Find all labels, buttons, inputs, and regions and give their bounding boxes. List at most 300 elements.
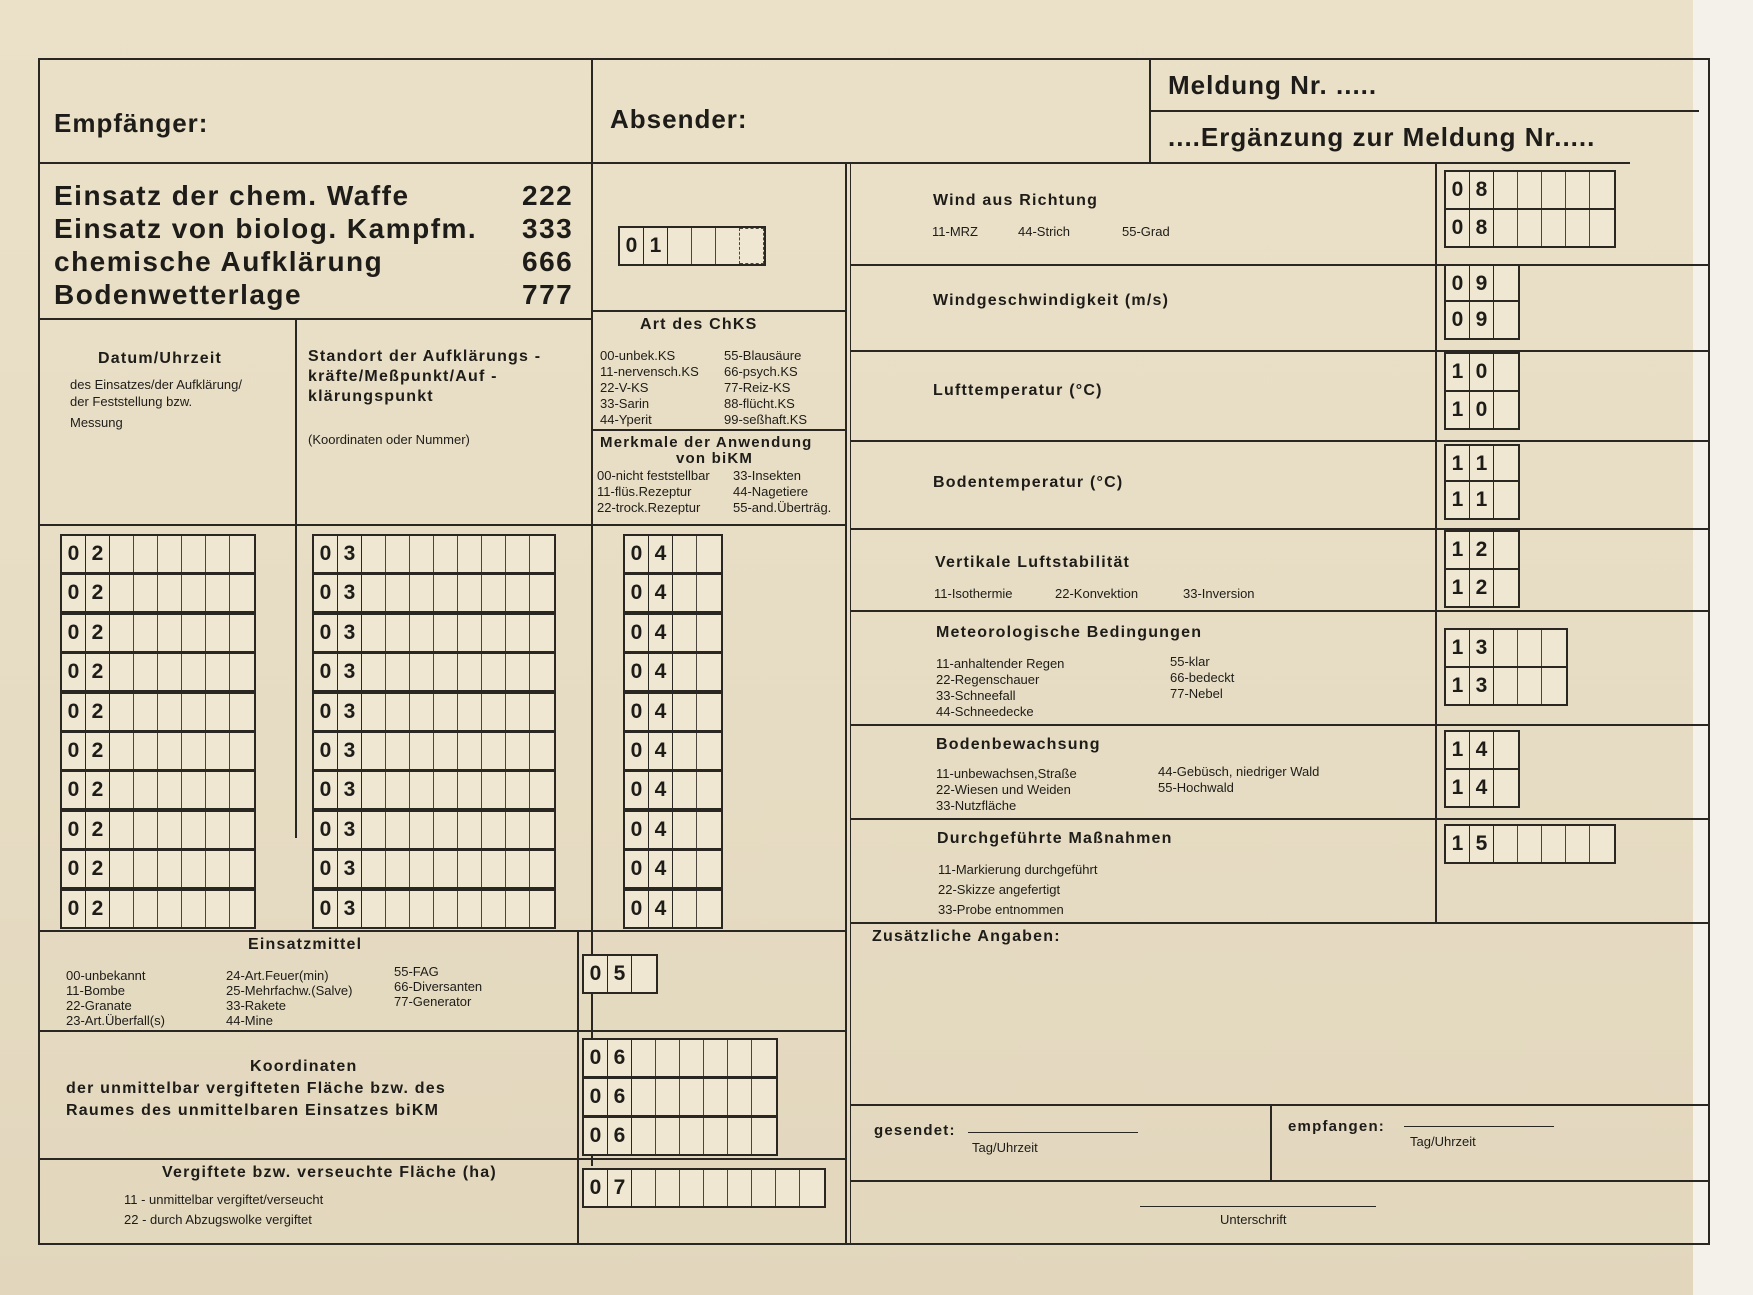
prefix-digit: 2 (86, 536, 110, 572)
input-cell[interactable] (506, 615, 530, 651)
input-cell[interactable] (1494, 354, 1518, 390)
input-cell[interactable] (158, 575, 182, 611)
input-cell[interactable] (182, 851, 206, 887)
input-cell[interactable] (434, 812, 458, 848)
standort-row[interactable] (312, 770, 556, 810)
input-cell[interactable] (362, 536, 386, 572)
input-cell[interactable] (530, 654, 554, 690)
input-cell[interactable] (110, 812, 134, 848)
input-cell[interactable] (673, 891, 697, 927)
input-cell[interactable] (752, 1118, 776, 1154)
input-cell[interactable] (1494, 826, 1518, 862)
input-cell[interactable] (673, 654, 697, 690)
input-cell[interactable] (386, 615, 410, 651)
bewuchs-row[interactable] (1444, 730, 1520, 770)
input-cell[interactable] (506, 851, 530, 887)
standort-row[interactable] (312, 613, 556, 653)
input-cell[interactable] (530, 772, 554, 808)
chks-opt: 11-nervensch.KS (600, 364, 699, 379)
input-cell[interactable] (410, 812, 434, 848)
input-cell[interactable] (434, 891, 458, 927)
input-cell[interactable] (206, 851, 230, 887)
input-cell[interactable] (110, 891, 134, 927)
input-cell[interactable] (158, 536, 182, 572)
input-cell[interactable] (680, 1118, 704, 1154)
prefix-digit: 2 (86, 891, 110, 927)
standort-row[interactable] (312, 534, 556, 574)
windspeed-row[interactable] (1444, 264, 1520, 304)
input-cell[interactable] (110, 575, 134, 611)
input-cell[interactable] (752, 1079, 776, 1115)
input-cell[interactable] (362, 851, 386, 887)
prefix-digit: 2 (1470, 570, 1494, 606)
input-cell[interactable] (1518, 210, 1542, 246)
input-cell[interactable] (1494, 770, 1518, 806)
datum-row[interactable] (60, 889, 256, 929)
meteo-row[interactable] (1444, 628, 1568, 668)
input-cell[interactable] (110, 772, 134, 808)
lufttemp-row[interactable] (1444, 352, 1520, 392)
input-cell[interactable] (410, 891, 434, 927)
input-cell[interactable] (458, 536, 482, 572)
input-cell[interactable] (458, 812, 482, 848)
input-cell[interactable] (230, 575, 254, 611)
input-cell[interactable] (506, 694, 530, 730)
input-cell[interactable] (656, 1118, 680, 1154)
input-cell[interactable] (704, 1170, 728, 1206)
input-cell[interactable] (158, 851, 182, 887)
input-cell[interactable] (134, 891, 158, 927)
bikm-row[interactable] (623, 573, 723, 613)
input-cell[interactable] (230, 615, 254, 651)
input-cell[interactable] (482, 654, 506, 690)
windspeed-row[interactable] (1444, 300, 1520, 340)
input-cell[interactable] (632, 1118, 656, 1154)
input-cell[interactable] (458, 615, 482, 651)
input-cell[interactable] (158, 694, 182, 730)
meteo-opt: 22-Regenschauer (936, 672, 1040, 687)
input-cell[interactable] (410, 536, 434, 572)
stabilitaet-row[interactable] (1444, 530, 1520, 570)
input-cell[interactable] (692, 228, 716, 264)
input-cell[interactable] (482, 615, 506, 651)
standort-row[interactable] (312, 889, 556, 929)
input-cell[interactable] (632, 956, 656, 992)
input-cell[interactable] (1494, 668, 1518, 704)
input-cell[interactable] (728, 1118, 752, 1154)
input-cell[interactable] (230, 536, 254, 572)
datum-row[interactable] (60, 731, 256, 771)
input-cell[interactable] (230, 654, 254, 690)
input-cell[interactable] (1518, 630, 1542, 666)
input-cell[interactable] (697, 536, 721, 572)
input-cell[interactable] (697, 694, 721, 730)
wind-row[interactable] (1444, 208, 1616, 248)
bikm-row[interactable] (623, 613, 723, 653)
input-cell[interactable] (410, 851, 434, 887)
input-cell[interactable] (482, 851, 506, 887)
input-cell[interactable] (697, 654, 721, 690)
input-cell[interactable] (1542, 172, 1566, 208)
input-cell[interactable] (458, 733, 482, 769)
input-cell[interactable] (458, 772, 482, 808)
input-cell[interactable] (632, 1170, 656, 1206)
koordinaten-row[interactable] (582, 1116, 778, 1156)
input-cell[interactable] (740, 228, 764, 264)
standort-row[interactable] (312, 692, 556, 732)
input-cell[interactable] (110, 654, 134, 690)
input-cell[interactable] (206, 891, 230, 927)
koordinaten-row[interactable] (582, 1038, 778, 1078)
input-cell[interactable] (386, 733, 410, 769)
input-cell[interactable] (680, 1170, 704, 1206)
input-cell[interactable] (386, 851, 410, 887)
input-cell[interactable] (410, 615, 434, 651)
prefix-digit: 0 (625, 654, 649, 690)
input-cell[interactable] (1542, 826, 1566, 862)
datum-row[interactable] (60, 692, 256, 732)
input-cell[interactable] (434, 694, 458, 730)
input-cell[interactable] (386, 694, 410, 730)
input-cell[interactable] (362, 575, 386, 611)
input-cell[interactable] (728, 1079, 752, 1115)
input-cell[interactable] (506, 654, 530, 690)
input-cell[interactable] (704, 1040, 728, 1076)
input-cell[interactable] (230, 733, 254, 769)
input-cell[interactable] (134, 733, 158, 769)
input-cell[interactable] (752, 1170, 776, 1206)
bikm-row[interactable] (623, 849, 723, 889)
input-cell[interactable] (230, 851, 254, 887)
koordinaten-row[interactable] (582, 1077, 778, 1117)
stabilitaet-row[interactable] (1444, 568, 1520, 608)
input-cell[interactable] (482, 891, 506, 927)
input-cell[interactable] (134, 575, 158, 611)
input-cell[interactable] (362, 812, 386, 848)
bikm-row[interactable] (623, 770, 723, 810)
input-cell[interactable] (776, 1170, 800, 1206)
input-cell[interactable] (1494, 172, 1518, 208)
input-cell[interactable] (632, 1040, 656, 1076)
field-05-boxes[interactable] (582, 954, 658, 994)
empfangen-line[interactable] (1404, 1126, 1554, 1127)
massnahmen-opt: 22-Skizze angefertigt (938, 882, 1061, 897)
input-cell[interactable] (673, 851, 697, 887)
input-cell[interactable] (1494, 392, 1518, 428)
input-cell[interactable] (182, 654, 206, 690)
bikm-row[interactable] (623, 889, 723, 929)
input-cell[interactable] (482, 733, 506, 769)
input-cell[interactable] (673, 575, 697, 611)
wind-row[interactable] (1444, 170, 1616, 210)
bikm-row[interactable] (623, 652, 723, 692)
input-cell[interactable] (673, 772, 697, 808)
input-cell[interactable] (434, 733, 458, 769)
input-cell[interactable] (206, 536, 230, 572)
input-cell[interactable] (697, 772, 721, 808)
input-cell[interactable] (206, 615, 230, 651)
input-cell[interactable] (506, 575, 530, 611)
input-cell[interactable] (434, 615, 458, 651)
input-cell[interactable] (673, 615, 697, 651)
input-cell[interactable] (410, 654, 434, 690)
input-cell[interactable] (482, 536, 506, 572)
bikm-opt: 11-flüs.Rezeptur (597, 484, 692, 499)
bodentemp-row[interactable] (1444, 480, 1520, 520)
input-cell[interactable] (206, 694, 230, 730)
input-cell[interactable] (728, 1040, 752, 1076)
input-cell[interactable] (134, 851, 158, 887)
standort-row[interactable] (312, 652, 556, 692)
input-cell[interactable] (704, 1079, 728, 1115)
input-cell[interactable] (482, 772, 506, 808)
input-cell[interactable] (680, 1040, 704, 1076)
input-cell[interactable] (230, 891, 254, 927)
standort-row[interactable] (312, 573, 556, 613)
standort-row[interactable] (312, 849, 556, 889)
input-cell[interactable] (182, 575, 206, 611)
datum-row[interactable] (60, 573, 256, 613)
input-cell[interactable] (530, 891, 554, 927)
input-cell[interactable] (362, 891, 386, 927)
input-cell[interactable] (673, 536, 697, 572)
input-cell[interactable] (1590, 826, 1614, 862)
prefix-digit: 0 (62, 575, 86, 611)
input-cell[interactable] (158, 891, 182, 927)
input-cell[interactable] (530, 694, 554, 730)
input-cell[interactable] (656, 1170, 680, 1206)
input-cell[interactable] (506, 891, 530, 927)
input-cell[interactable] (1566, 172, 1590, 208)
input-cell[interactable] (1518, 826, 1542, 862)
input-cell[interactable] (110, 536, 134, 572)
code-333: 333 (522, 213, 574, 244)
input-cell[interactable] (1542, 210, 1566, 246)
input-cell[interactable] (362, 772, 386, 808)
input-cell[interactable] (482, 575, 506, 611)
bewuchs-row[interactable] (1444, 768, 1520, 808)
input-cell[interactable] (182, 694, 206, 730)
datum-row[interactable] (60, 770, 256, 810)
input-cell[interactable] (482, 694, 506, 730)
input-cell[interactable] (697, 812, 721, 848)
input-cell[interactable] (362, 654, 386, 690)
input-cell[interactable] (458, 654, 482, 690)
input-cell[interactable] (506, 536, 530, 572)
input-cell[interactable] (1494, 446, 1518, 482)
input-cell[interactable] (158, 812, 182, 848)
input-cell[interactable] (1518, 172, 1542, 208)
input-cell[interactable] (134, 812, 158, 848)
empfangen-label: empfangen: (1288, 1118, 1386, 1135)
bikm-row[interactable] (623, 731, 723, 771)
input-cell[interactable] (362, 694, 386, 730)
input-cell[interactable] (1494, 302, 1518, 338)
input-cell[interactable] (530, 733, 554, 769)
input-cell[interactable] (1542, 630, 1566, 666)
input-cell[interactable] (230, 694, 254, 730)
input-cell[interactable] (182, 891, 206, 927)
input-cell[interactable] (673, 694, 697, 730)
input-cell[interactable] (680, 1079, 704, 1115)
input-cell[interactable] (506, 772, 530, 808)
input-cell[interactable] (158, 772, 182, 808)
prefix-digit: 9 (1470, 302, 1494, 338)
input-cell[interactable] (506, 733, 530, 769)
standort-row[interactable] (312, 731, 556, 771)
input-cell[interactable] (697, 891, 721, 927)
input-cell[interactable] (704, 1118, 728, 1154)
input-cell[interactable] (697, 733, 721, 769)
input-cell[interactable] (1494, 210, 1518, 246)
input-cell[interactable] (434, 654, 458, 690)
input-cell[interactable] (386, 536, 410, 572)
input-cell[interactable] (1494, 532, 1518, 568)
input-cell[interactable] (530, 575, 554, 611)
input-cell[interactable] (362, 615, 386, 651)
main-divider-inner (850, 162, 851, 1243)
input-cell[interactable] (434, 772, 458, 808)
input-cell[interactable] (182, 733, 206, 769)
bikm-row[interactable] (623, 692, 723, 732)
input-cell[interactable] (110, 694, 134, 730)
input-cell[interactable] (800, 1170, 824, 1206)
input-cell[interactable] (673, 733, 697, 769)
input-cell[interactable] (482, 812, 506, 848)
input-cell[interactable] (134, 772, 158, 808)
input-cell[interactable] (158, 733, 182, 769)
field-07-boxes[interactable] (582, 1168, 826, 1208)
input-cell[interactable] (728, 1170, 752, 1206)
input-cell[interactable] (1494, 482, 1518, 518)
input-cell[interactable] (656, 1040, 680, 1076)
datum-row[interactable] (60, 613, 256, 653)
datum-row[interactable] (60, 534, 256, 574)
input-cell[interactable] (134, 694, 158, 730)
input-cell[interactable] (230, 772, 254, 808)
input-cell[interactable] (410, 772, 434, 808)
input-cell[interactable] (656, 1079, 680, 1115)
prefix-digit: 1 (1470, 482, 1494, 518)
meteo-row[interactable] (1444, 666, 1568, 706)
prefix-digit: 0 (62, 536, 86, 572)
input-cell[interactable] (386, 654, 410, 690)
input-cell[interactable] (434, 851, 458, 887)
input-cell[interactable] (434, 575, 458, 611)
input-cell[interactable] (134, 654, 158, 690)
input-cell[interactable] (182, 615, 206, 651)
input-cell[interactable] (158, 654, 182, 690)
input-cell[interactable] (110, 733, 134, 769)
input-cell[interactable] (1494, 570, 1518, 606)
chks-opt: 88-flücht.KS (724, 396, 795, 411)
input-cell[interactable] (752, 1040, 776, 1076)
input-cell[interactable] (182, 772, 206, 808)
input-cell[interactable] (697, 851, 721, 887)
datum-row[interactable] (60, 810, 256, 850)
unterschrift-line[interactable] (1140, 1206, 1376, 1207)
input-cell[interactable] (1518, 668, 1542, 704)
input-cell[interactable] (1542, 668, 1566, 704)
prefix-digit: 0 (584, 1118, 608, 1154)
input-cell[interactable] (1566, 210, 1590, 246)
input-cell[interactable] (206, 733, 230, 769)
input-cell[interactable] (530, 536, 554, 572)
input-cell[interactable] (434, 536, 458, 572)
gesendet-line[interactable] (968, 1132, 1138, 1133)
input-cell[interactable] (1566, 826, 1590, 862)
input-cell[interactable] (134, 615, 158, 651)
datum-row[interactable] (60, 849, 256, 889)
input-cell[interactable] (673, 812, 697, 848)
bodentemp-title: Bodentemperatur (°C) (933, 474, 1124, 491)
input-cell[interactable] (206, 812, 230, 848)
input-cell[interactable] (506, 812, 530, 848)
input-cell[interactable] (458, 575, 482, 611)
input-cell[interactable] (1494, 266, 1518, 302)
input-cell[interactable] (458, 891, 482, 927)
input-cell[interactable] (410, 733, 434, 769)
input-cell[interactable] (458, 851, 482, 887)
input-cell[interactable] (206, 654, 230, 690)
input-cell[interactable] (1494, 630, 1518, 666)
input-cell[interactable] (182, 812, 206, 848)
input-cell[interactable] (458, 694, 482, 730)
input-cell[interactable] (1590, 210, 1614, 246)
bodentemp-row[interactable] (1444, 444, 1520, 484)
input-cell[interactable] (410, 575, 434, 611)
input-cell[interactable] (386, 772, 410, 808)
code-666: 666 (522, 246, 574, 277)
input-cell[interactable] (206, 575, 230, 611)
input-cell[interactable] (716, 228, 740, 264)
input-cell[interactable] (182, 536, 206, 572)
input-cell[interactable] (1494, 732, 1518, 768)
datum-row[interactable] (60, 652, 256, 692)
input-cell[interactable] (632, 1079, 656, 1115)
input-cell[interactable] (1590, 172, 1614, 208)
lufttemp-row[interactable] (1444, 390, 1520, 430)
input-cell[interactable] (134, 536, 158, 572)
bikm-row[interactable] (623, 534, 723, 574)
field-01-boxes[interactable] (618, 226, 766, 266)
input-cell[interactable] (206, 772, 230, 808)
input-cell[interactable] (230, 812, 254, 848)
input-cell[interactable] (386, 575, 410, 611)
bikm-row[interactable] (623, 810, 723, 850)
bewuchs-opt: 44-Gebüsch, niedriger Wald (1158, 764, 1320, 779)
prefix-digit: 0 (625, 575, 649, 611)
prefix-digit: 0 (314, 812, 338, 848)
input-cell[interactable] (668, 228, 692, 264)
input-cell[interactable] (697, 575, 721, 611)
standort-row[interactable] (312, 810, 556, 850)
input-cell[interactable] (530, 851, 554, 887)
bewuchs-opt: 33-Nutzfläche (936, 798, 1017, 813)
input-cell[interactable] (410, 694, 434, 730)
input-cell[interactable] (530, 615, 554, 651)
input-cell[interactable] (158, 615, 182, 651)
chks-opt: 22-V-KS (600, 380, 649, 395)
input-cell[interactable] (110, 615, 134, 651)
input-cell[interactable] (530, 812, 554, 848)
input-cell[interactable] (110, 851, 134, 887)
massnahmen-row[interactable] (1444, 824, 1616, 864)
input-cell[interactable] (386, 891, 410, 927)
input-cell[interactable] (362, 733, 386, 769)
input-cell[interactable] (386, 812, 410, 848)
input-cell[interactable] (697, 615, 721, 651)
